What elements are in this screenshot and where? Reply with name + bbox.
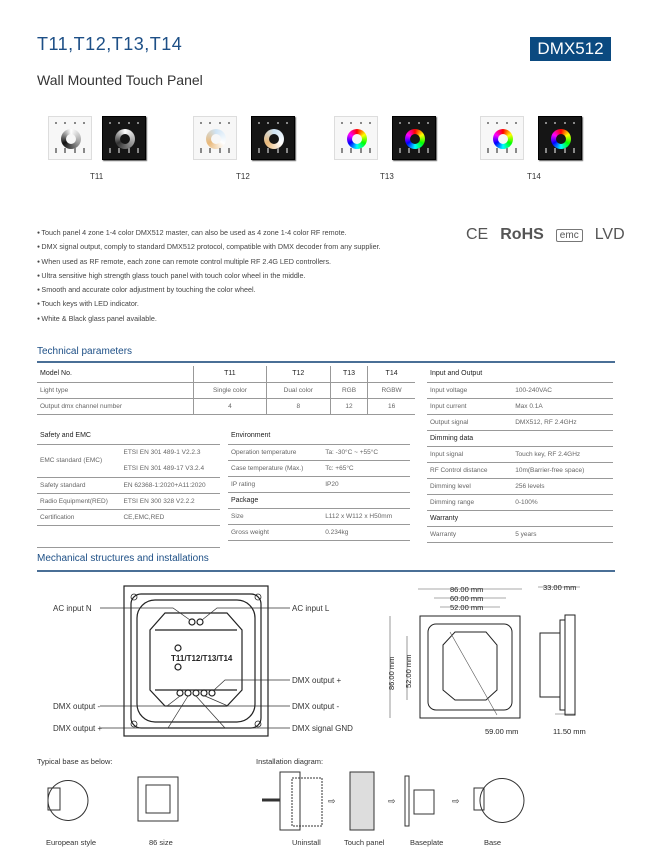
feature-item: ● DMX signal output, comply to standard DMX512 protocol, compatible with DMX decoder from any supplier.	[37, 240, 381, 254]
mechanical-heading: Mechanical structures and installations	[37, 553, 209, 564]
cell: 256 levels	[512, 478, 613, 494]
cell: ETSI EN 301 489-1 V2.2.3	[123, 448, 201, 456]
cell: Output dmx channel number	[37, 398, 194, 414]
cell: 100-240VAC	[512, 382, 613, 398]
european-base-icon	[48, 781, 88, 821]
section-heading: Environment	[228, 428, 410, 444]
cell: Gross weight	[228, 524, 322, 540]
dim-60-width: 60.00 mm	[450, 594, 484, 603]
feature-item: ● When used as RF remote, each zone can remote control multiple RF 2.4G LED controllers.	[37, 255, 381, 269]
model-label: T11/T12/T13/T14	[171, 654, 233, 663]
cell: Touch key, RF 2.4GHz	[512, 446, 613, 462]
step-label: Base	[484, 838, 502, 847]
feature-item: ● Touch keys with LED indicator.	[37, 297, 381, 311]
cell: Ta: -30°C ~ +55°C	[322, 444, 410, 460]
cell: 4	[194, 398, 267, 414]
dim-59: 59.00 mm	[485, 727, 519, 736]
cell: Size	[228, 508, 322, 524]
section-heading: Package	[228, 492, 410, 508]
lvd-logo: LVD	[594, 226, 625, 243]
base-label: European style	[46, 838, 97, 847]
feature-item: ● Ultra sensitive high strength glass touch panel with touch color wheel in the middle.	[37, 269, 381, 283]
installation-heading: Installation diagram:	[256, 757, 324, 766]
cell: ETSI EN 301 489-17 V3.2.4	[123, 464, 205, 472]
step-label: Uninstall	[292, 838, 321, 847]
header-cell: T11	[194, 366, 267, 382]
product-label: T11	[90, 172, 104, 181]
cell: Single color	[194, 382, 267, 398]
section-heading: Warranty	[427, 510, 613, 526]
typical-base-heading: Typical base as below:	[37, 757, 113, 766]
cell: 12	[330, 398, 367, 414]
emc-logo: emc	[556, 229, 583, 242]
step-label: Baseplate	[410, 838, 444, 847]
cell: Max 0.1A	[512, 398, 613, 414]
cell: 0-100%	[512, 494, 613, 510]
feature-item: ● Smooth and accurate color adjustment by touching the color wheel.	[37, 283, 381, 297]
label-dmx-plus-right: DMX output +	[292, 676, 342, 685]
label-dmx-minus-left: DMX output -	[53, 702, 101, 711]
cell: ETSI EN 300 328 V2.2.2	[120, 493, 220, 509]
cell: EN 62368-1:2020+A11:2020	[120, 477, 220, 493]
dim-86-width: 86.00 mm	[450, 585, 484, 594]
product-label: T13	[380, 172, 394, 181]
dim-11-5-depth: 11.50 mm	[553, 727, 586, 736]
dim-86-height: 86.00 mm	[387, 656, 396, 690]
cell: IP20	[322, 476, 410, 492]
cell: Input signal	[427, 446, 512, 462]
dimension-drawing	[390, 587, 580, 718]
cell: Input voltage	[427, 382, 512, 398]
section-heading: Dimming data	[427, 430, 613, 446]
cell: Dimming range	[427, 494, 512, 510]
cell: Safety standard	[37, 477, 120, 493]
cell: Light type	[37, 382, 194, 398]
cell: 5 years	[512, 526, 613, 542]
cell: Radio Equipment(RED)	[37, 493, 120, 509]
cell: IP rating	[228, 476, 322, 492]
header-cell: T14	[368, 366, 415, 382]
cell: Tc: +65°C	[322, 460, 410, 476]
dmx512-badge: DMX512	[530, 37, 611, 61]
cell: Output signal	[427, 414, 512, 430]
cell: RGB	[330, 382, 367, 398]
cell: CE,EMC,RED	[120, 509, 220, 525]
label-ac-l: AC input L	[292, 604, 330, 613]
product-label: T12	[236, 172, 250, 181]
page-title: T11,T12,T13,T14	[37, 34, 183, 54]
feature-item: ● White & Black glass panel available.	[37, 312, 381, 326]
cell: Dual color	[266, 382, 330, 398]
page-subtitle: Wall Mounted Touch Panel	[37, 72, 203, 88]
cell: RF Control distance	[427, 462, 512, 478]
svg-text:⇨: ⇨	[452, 796, 460, 806]
cell: 0.234kg	[322, 524, 410, 540]
86-base-icon	[138, 777, 178, 821]
cell: Input current	[427, 398, 512, 414]
cell: L112 x W112 x H50mm	[322, 508, 410, 524]
dim-52-width: 52.00 mm	[450, 603, 484, 612]
cell: DMX512, RF 2.4GHz	[512, 414, 613, 430]
cell: 8	[266, 398, 330, 414]
cell: 10m(Barrier-free space)	[512, 462, 613, 478]
label-dmx-plus-left: DMX output +	[53, 724, 103, 733]
header-cell: T13	[330, 366, 367, 382]
cell: 16	[368, 398, 415, 414]
label-dmx-gnd: DMX signal GND	[292, 724, 353, 733]
header-cell: Model No.	[37, 366, 194, 382]
section-heading: Input and Output	[427, 366, 613, 382]
product-label: T14	[527, 172, 541, 181]
step-label: Touch panel	[344, 838, 385, 847]
feature-item: ● Touch panel 4 zone 1-4 color DMX512 master, can also be used as 4 zone 1-4 color RF remote.	[37, 226, 381, 240]
cell: RGBW	[368, 382, 415, 398]
cell: Operation temperature	[228, 444, 322, 460]
base-label: 86 size	[149, 838, 173, 847]
cell: Warranty	[427, 526, 512, 542]
svg-text:⇨: ⇨	[388, 796, 396, 806]
dim-33-depth: 33.00 mm	[543, 583, 577, 592]
label-ac-n: AC input N	[53, 604, 92, 613]
dim-52-height: 52.00 mm	[404, 654, 413, 688]
svg-text:⇨: ⇨	[328, 796, 336, 806]
ce-logo: CE	[466, 226, 489, 243]
cell: Dimming level	[427, 478, 512, 494]
rohs-logo: RoHS	[500, 226, 544, 243]
section-heading: Safety and EMC	[37, 428, 220, 444]
header-cell: T12	[266, 366, 330, 382]
cell: EMC standard (EMC)	[37, 444, 120, 477]
technical-parameters-heading: Technical parameters	[37, 346, 133, 357]
cell: Certification	[37, 509, 120, 525]
label-dmx-minus-right: DMX output -	[292, 702, 340, 711]
base-illustrations	[48, 772, 524, 830]
cell: Case temperature (Max.)	[228, 460, 322, 476]
